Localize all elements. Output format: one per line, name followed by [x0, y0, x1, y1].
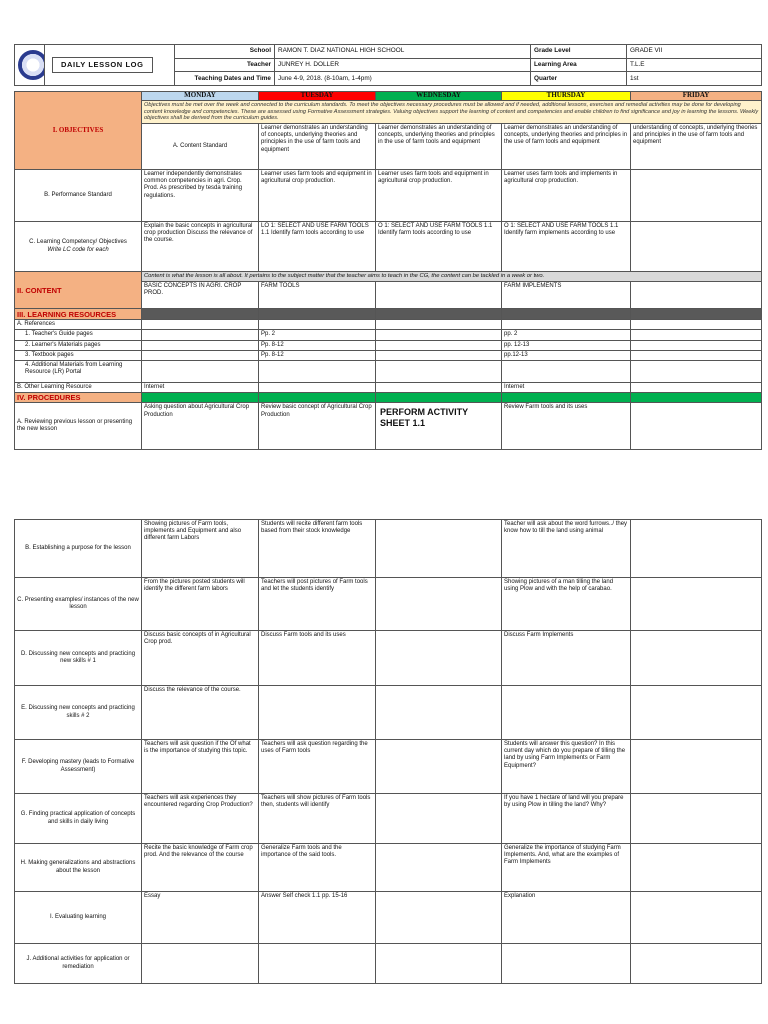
procedure-f-tue: Teachers will ask question regarding the uses of Farm tools [259, 740, 376, 794]
procedure-h-mon: Recite the basic knowledge of Farm crop prod. And the relevance of the course [142, 844, 259, 892]
content-standard-thu: understanding of concepts, underlying theories and principles in the use of farm tools and equipment [631, 124, 762, 170]
procedures-title: IV. PROCEDURES [15, 393, 142, 403]
procedure-d-label: D. Discussing new concepts and practicing new skills # 1 [15, 631, 142, 686]
dates-value: June 4-9, 2018. (8-10am, 1-4pm) [275, 72, 531, 86]
procedure-b-label: B. Establishing a purpose for the lesson [15, 520, 142, 578]
competency-mon: Explain the basic concepts in agricultural crop production Discuss the relevance of the course. [142, 222, 259, 272]
procedure-d-wed [376, 631, 502, 686]
teacher-value: JUNREY H. DOLLER [275, 58, 531, 72]
procedure-c-tue: Teachers will post pictures of Farm tools and let the students identify [259, 578, 376, 631]
procedure-row-f [15, 740, 762, 794]
procedure-h-label: H. Making generalizations and abstractions about the lesson [15, 844, 142, 892]
procedure-e-wed [376, 686, 502, 740]
procedures-table [14, 519, 762, 984]
day-wednesday: WEDNESDAY [376, 92, 502, 101]
procedure-j-label: J. Additional activities for application or remediation [15, 944, 142, 984]
day-tuesday: TUESDAY [259, 92, 376, 101]
procedure-row-c [15, 578, 762, 631]
tg-pages-thu: pp. 2 [502, 330, 631, 340]
day-thursday: THURSDAY [502, 92, 631, 101]
area-value: T.L.E [627, 58, 762, 72]
grade-value: GRADE VII [627, 45, 762, 59]
textbook-pages-tue: Pp. 8-12 [259, 350, 376, 360]
procedure-b-mon: Showing pictures of Farm tools, implements and Equipment and also different farm Labors [142, 520, 259, 578]
procedure-c-wed [376, 578, 502, 631]
procedure-i-tue: Answer Self check 1.1 pp. 15-16 [259, 892, 376, 944]
procedure-i-wed [376, 892, 502, 944]
school-label: School [175, 45, 275, 59]
content-title: II. CONTENT [15, 272, 142, 309]
procedure-d-mon: Discuss basic concepts of in Agricultural Crop prod. [142, 631, 259, 686]
performance-standard-wed: Learner uses farm tools and equipment in agricultural crop production. [376, 170, 502, 222]
procedure-f-thu: Students will answer this question? In this current day which do you prepare of tilling the land by using Farm Implements or Farm Equipment? [502, 740, 631, 794]
competency-tue: LO 1: SELECT AND USE FARM TOOLS 1.1 Identify farm tools according to use [259, 222, 376, 272]
content-standard-wed: Learner demonstrates an understanding of concepts, underlying theories and principles in the use of farm tools and equipment [502, 124, 631, 170]
procedure-row-j [15, 944, 762, 984]
area-label: Learning Area [531, 58, 627, 72]
procedure-e-mon: Discuss the relevance of the course. [142, 686, 259, 740]
procedure-b-thu: Teacher will ask about the word furrows../ they know how to till the land using animal [502, 520, 631, 578]
review-lesson-wed: PERFORM ACTIVITY SHEET 1.1 [376, 403, 502, 450]
grade-label: Grade Level [531, 45, 627, 59]
procedure-j-thu [502, 944, 631, 984]
performance-standard-thu: Learner uses farm tools and implements in agricultural crop production. [502, 170, 631, 222]
procedure-i-mon: Essay [142, 892, 259, 944]
procedure-e-thu [502, 686, 631, 740]
procedure-g-thu: If you have 1 hectare of land will you prepare by using Plow in tilling the land? Why? [502, 794, 631, 844]
performance-standard-tue: Learner uses farm tools and equipment in agricultural crop production. [259, 170, 376, 222]
doc-title: DAILY LESSON LOG [52, 57, 153, 73]
lesson-table [14, 91, 762, 450]
teacher-label: Teacher [175, 58, 275, 72]
other-resource-label: B. Other Learning Resource [15, 383, 142, 393]
day-monday: MONDAY [142, 92, 259, 101]
other-resource-mon: Internet [142, 383, 259, 393]
procedure-e-label: E. Discussing new concepts and practicing skills # 2 [15, 686, 142, 740]
header-table [14, 44, 762, 86]
procedure-j-mon [142, 944, 259, 984]
procedure-h-wed [376, 844, 502, 892]
procedure-c-label: C. Presenting examples/ instances of the new lesson [15, 578, 142, 631]
tg-pages-label: 1. Teacher's Guide pages [15, 330, 142, 340]
procedure-row-i [15, 892, 762, 944]
procedure-d-thu: Discuss Farm Implements [502, 631, 631, 686]
objectives-description: Objectives must be met over the week and connected to the curriculum standards. To meet the objectives necessary procedures must be allowed and if needed, additional lessons, exercises and remedial activities may be done for developing content knowledge and competencies. These are assessed using Formative Assessment strategies. Valuing objectives support the learning of content and competencies and enable children to find significance and joy in learning the lessons. Weekly objectives shall be derived from the curriculum guides. [142, 101, 762, 124]
procedure-c-thu: Showing pictures of a man tilling the land using Plow and with the help of carabao. [502, 578, 631, 631]
school-value: RAMON T. DIAZ NATIONAL HIGH SCHOOL [275, 45, 531, 59]
lm-pages-tue: Pp. 8-12 [259, 340, 376, 350]
procedure-row-d [15, 631, 762, 686]
procedure-g-mon: Teachers will ask experiences they encountered regarding Crop Production? [142, 794, 259, 844]
procedure-i-label: I. Evaluating learning [15, 892, 142, 944]
review-lesson-mon: Asking question about Agricultural Crop Production [142, 403, 259, 450]
procedure-j-wed [376, 944, 502, 984]
lm-pages-label: 2. Learner's Materials pages [15, 340, 142, 350]
competency-label-cell [15, 222, 142, 272]
textbook-pages-thu: pp.12-13 [502, 350, 631, 360]
procedure-j-tue [259, 944, 376, 984]
content-standard-mon: Learner demonstrates an understanding of concepts, underlying theories and principles in the use of farm tools and equipment [259, 124, 376, 170]
references-label: A. References [15, 320, 142, 330]
lm-pages-thu: pp. 12-13 [502, 340, 631, 350]
competency-wed: O 1: SELECT AND USE FARM TOOLS 1.1 Identify farm tools according to use [376, 222, 502, 272]
procedure-f-label: F. Developing mastery (leads to Formative Assessment) [15, 740, 142, 794]
review-lesson-thu: Review Farm tools and its uses [502, 403, 631, 450]
lesson-log-page-2 [14, 519, 761, 984]
tg-pages-tue: Pp. 2 [259, 330, 376, 340]
procedure-c-mon: From the pictures posted students will identify the different farm labors [142, 578, 259, 631]
procedure-i-thu: Explanation [502, 892, 631, 944]
review-lesson-label: A. Reviewing previous lesson or presenting the new lesson [15, 403, 142, 450]
procedure-d-tue: Discuss Farm tools and its uses [259, 631, 376, 686]
lr-portal-label: 4. Additional Materials from Learning Resource (LR) Portal [15, 361, 142, 383]
competency-thu: O 1: SELECT AND USE FARM TOOLS 1.1 Identify farm implements according to use [502, 222, 631, 272]
procedure-b-wed [376, 520, 502, 578]
textbook-pages-label: 3. Textbook pages [15, 350, 142, 360]
content-thu: FARM IMPLEMENTS [502, 282, 631, 309]
lesson-log-page-1 [14, 44, 761, 450]
competency-label: C. Learning Competency/ Objectives [29, 239, 127, 245]
days-header-row [15, 92, 762, 101]
objectives-title: I. OBJECTIVES [15, 92, 142, 170]
content-standard-label: A. Content Standard [142, 124, 259, 170]
content-standard-tue: Learner demonstrates an understanding of concepts, underlying theories and principles in the use of farm tools and equipment [376, 124, 502, 170]
other-resource-thu: Internet [502, 383, 631, 393]
day-friday: FRIDAY [631, 92, 762, 101]
content-mon: BASIC CONCEPTS IN AGRI. CROP PROD. [142, 282, 259, 309]
performance-standard-mon: Learner independently demonstrates common competencies in agri. Crop. Prod. As prescribed by tesda training regulations. [142, 170, 259, 222]
dates-label: Teaching Dates and Time [175, 72, 275, 86]
procedure-g-wed [376, 794, 502, 844]
performance-standard-label: B. Performance Standard [15, 170, 142, 222]
procedure-h-tue: Generalize Farm tools and the importance of the said tools. [259, 844, 376, 892]
quarter-value: 1st [627, 72, 762, 86]
procedure-f-wed [376, 740, 502, 794]
quarter-label: Quarter [531, 72, 627, 86]
content-description: Content is what the lesson is all about. It pertains to the subject matter that the teacher aims to teach in the CG, the content can be tackled in a week or two. [142, 272, 762, 282]
procedure-row-g [15, 794, 762, 844]
resources-title: III. LEARNING RESOURCES [15, 309, 142, 320]
competency-sub: Write LC code for each [47, 246, 109, 253]
procedure-b-tue: Students will recite different farm tools based from their stock knowledge [259, 520, 376, 578]
procedure-e-tue [259, 686, 376, 740]
procedure-g-tue: Teachers will show pictures of Farm tools then, students will identify [259, 794, 376, 844]
procedure-row-h [15, 844, 762, 892]
procedure-f-mon: Teachers will ask question if the Of what is the importance of studying this topic. [142, 740, 259, 794]
review-lesson-tue: Review basic concept of Agricultural Crop Production [259, 403, 376, 450]
deped-seal-icon [15, 45, 45, 86]
procedure-h-thu: Generalize the importance of studying Farm Implements. And, what are the examples of Farm Implements [502, 844, 631, 892]
content-tue: FARM TOOLS [259, 282, 376, 309]
procedure-row-b [15, 520, 762, 578]
procedure-row-e [15, 686, 762, 740]
procedure-g-label: G. Finding practical application of concepts and skills in daily living [15, 794, 142, 844]
